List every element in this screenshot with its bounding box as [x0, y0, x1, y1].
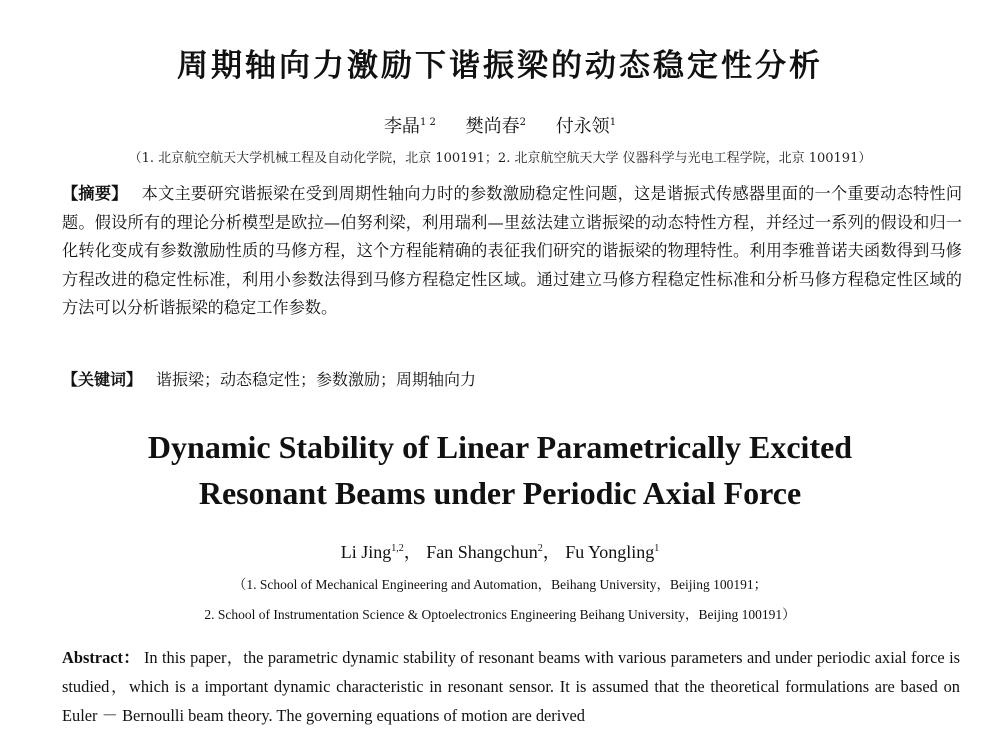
abstract-label: Abstract： — [62, 648, 140, 667]
author — [565, 542, 659, 562]
author-separator: ， — [403, 542, 422, 562]
author-name: Fan Shangchun — [426, 542, 538, 562]
english-title-line: Resonant Beams under Periodic Axial Force — [198, 475, 802, 511]
chinese-abstract — [62, 180, 962, 323]
author — [341, 542, 422, 562]
author — [426, 542, 561, 562]
english-affiliation-line: （1. School of Mechanical Engineering and Automation，Beihang University，Beijing 100191； — [232, 577, 768, 592]
author-affiliation-mark: 2 — [537, 543, 543, 554]
author-separator: ， — [542, 542, 561, 562]
abstract-text: 本文主要研究谐振梁在受到周期性轴向力时的参数激励稳定性问题，这是谐振式传感器里面的一个重要动态特性问题。假设所有的理论分析模型是欧拉—伯努利梁，利用瑞利—里兹法建立谐振梁的动态特性方程，并经过一系列的假设和归一化转化变成有参数激励性质的马修方程，这个方程能精确的表征我们研究的谐振梁的物理特性。利用李雅普诺夫函数得到马修方程改进的稳定性标准，利用小参数法得到马修方程稳定性区域。通过建立马修方程稳定性标准和分析马修方程稳定性区域的方法可以分析谐振梁的稳定工作参数。 — [62, 184, 963, 318]
author-name: 付永领 — [555, 116, 610, 137]
abstract-label: 【摘要】 — [62, 184, 128, 203]
english-title — [0, 424, 1000, 516]
author — [556, 116, 616, 137]
author-name: 樊尚春 — [465, 116, 520, 137]
english-authors — [0, 538, 1000, 564]
author-name: Li Jing — [340, 542, 392, 562]
author-affiliation-mark: 1 — [609, 117, 617, 128]
author-name: Fu Yongling — [565, 542, 655, 562]
english-title-line: Dynamic Stability of Linear Parametrically Excited — [147, 429, 853, 465]
chinese-authors — [0, 112, 1000, 138]
author — [384, 116, 436, 137]
chinese-keywords — [62, 367, 962, 393]
english-affiliation-line: 2. School of Instrumentation Science & Optoelectronics Engineering Beihang University，Beijing 100191） — [204, 607, 796, 622]
english-abstract — [62, 643, 960, 730]
chinese-title: 周期轴向力激励下谐振梁的动态稳定性分析 — [177, 48, 823, 84]
abstract-text: In this paper，the parametric dynamic stability of resonant beams with various parameters and under periodic axial force is studied，which is a important dynamic characteristic in resonant sensor. It is assumed that the theoretical formulations are based on Euler － Bernoulli beam theory. The governing equations of motion are derived — [62, 648, 960, 725]
author-affiliation-mark: 1 2 — [419, 117, 436, 128]
keywords-text: 谐振梁；动态稳定性；参数激励；周期轴向力 — [156, 370, 477, 389]
chinese-affiliation: （1. 北京航空航天大学机械工程及自动化学院，北京 100191；2. 北京航空航天大学 仪器科学与光电工程学院，北京 100191） — [128, 151, 872, 166]
keywords-label: 【关键词】 — [62, 370, 143, 389]
author-affiliation-mark: 1,2 — [391, 543, 404, 554]
author — [466, 116, 526, 137]
author-affiliation-mark: 1 — [654, 543, 660, 554]
author-name: 李晶 — [383, 116, 420, 137]
author-affiliation-mark: 2 — [519, 117, 526, 128]
